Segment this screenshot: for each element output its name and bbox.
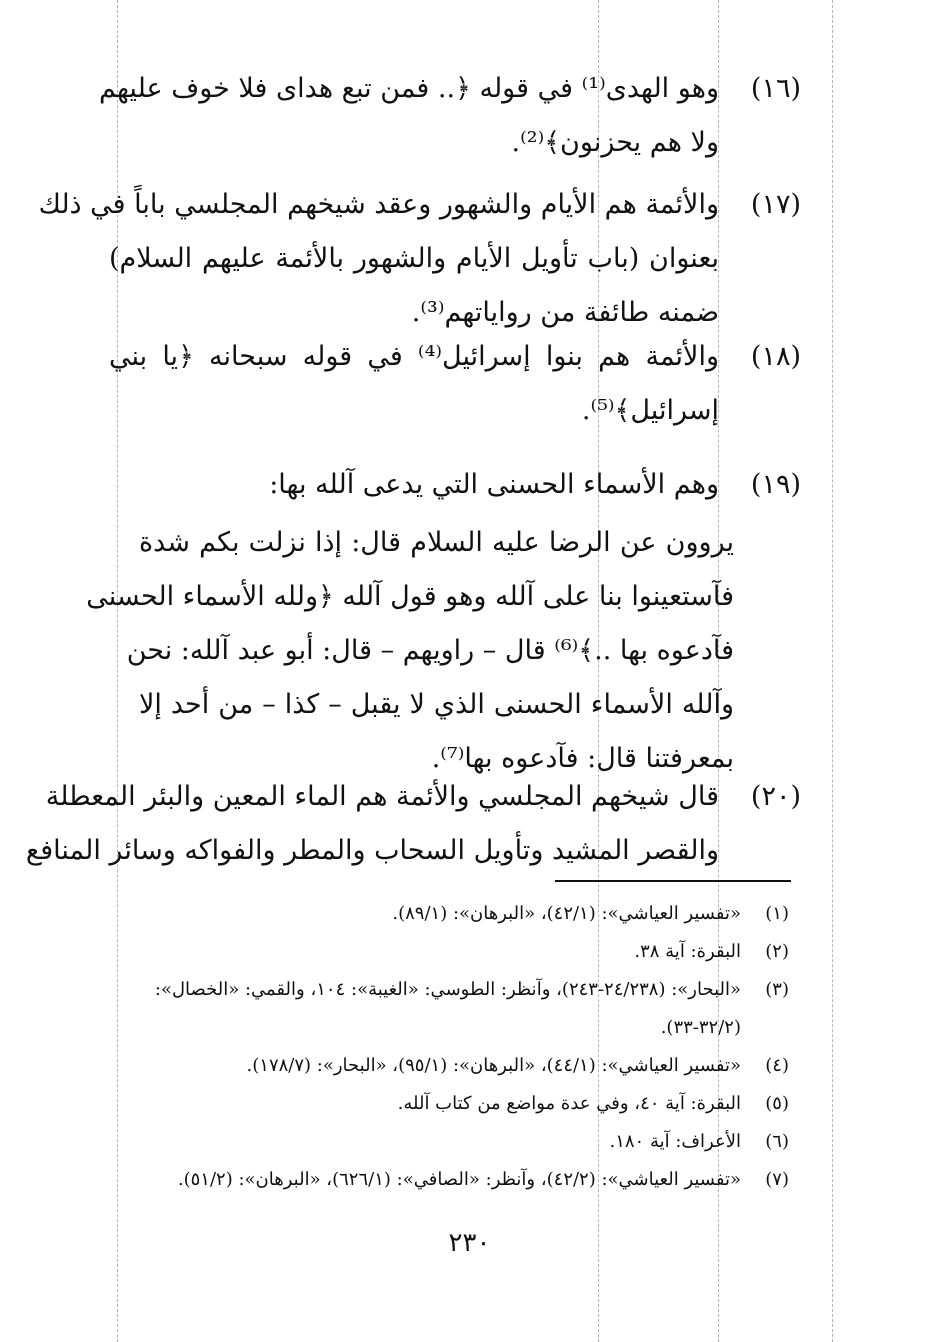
footnote-number: (٣) [765,979,789,1000]
line-text: وهو الهدى⁽¹⁾ في قوله ﴿.. فمن تبع هداى فلا خوف عليهم [99,73,719,104]
footnote-text: «تفسير العياشي»: (٤٢/١)، «البرهان»: (٨٩/١). [392,903,741,924]
line-text: وهم الأسماء الحسنى التي يدعى آلله بها: [269,469,719,500]
footnote [99,1161,789,1199]
footnote [99,1123,789,1161]
footnote-number: (٥) [765,1093,789,1114]
paragraph-17 [38,178,801,340]
paragraph-20 [25,770,801,878]
text-line: يروون عن الرضا عليه السلام قال: إذا نزلت بكم شدة [139,527,734,558]
paragraph-number: (١٩) [750,469,801,500]
text-line: بعنوان (باب تأويل الأيام والشهور بالأئمة عليهم السلام) [109,243,719,274]
footnote-text: «تفسير العياشي»: (٤٤/١)، «البرهان»: (٩٥/١)، «البحار»: (١٧٨/٧). [246,1055,741,1076]
paragraph-16 [99,62,801,170]
line-text: قال شيخهم المجلسي والأئمة هم الماء المعين والبئر المعطلة [45,781,719,812]
paragraph-number: (١٨) [750,341,801,372]
paragraph-18 [109,330,799,438]
footnote-number: (٧) [765,1169,789,1190]
footnote-text: الأعراف: آية ١٨٠. [609,1131,741,1152]
line-text: والأئمة هم الأيام والشهور وعقد شيخهم المجلسي باباً في ذلك [38,189,719,220]
footnote-separator [555,880,791,882]
footnote [99,1047,789,1085]
footnote-text: البقرة: آية ٣٨. [634,941,741,962]
text-line [109,458,799,512]
paragraph-number: (٢٠) [750,781,801,812]
footnotes [99,895,789,1199]
footnote-number: (٢) [765,941,789,962]
text-line: بمعرفتنا قال: فآدعوه بها⁽⁷⁾. [431,743,734,774]
text-line: فآدعوه بها ..﴾⁽⁶⁾ قال – راويهم – قال: أبو عبد آلله: نحن [126,635,734,666]
footnote-number: (٤) [765,1055,789,1076]
footnote-text: البقرة: آية ٤٠، وفي عدة مواضع من كتاب آلله. [397,1093,741,1114]
text-line: ضمنه طائفة من رواياتهم⁽³⁾. [411,297,719,328]
text-line: فآستعينوا بنا على آلله وهو قول آلله ﴿ولله الأسماء الحسنى [86,581,734,612]
footnote [99,933,789,971]
footnote [99,1085,789,1123]
text-line: والقصر المشيد وتأويل السحاب والمطر والفواكه وسائر المنافع [25,835,719,866]
text-line [99,62,801,116]
text-line: وآلله الأسماء الحسنى الذي لا يقبل – كذا – من أحد إلا [139,689,734,720]
paragraph-number: (١٧) [750,189,801,220]
footnote [99,971,789,1047]
narration-block [86,516,734,786]
footnote-text: «البحار»: (٢٤/٢٣٨-٢٤٣)، وآنظر: الطوسي: «الغيبة»: ١٠٤، والقمي: «الخصال»: (٣٢/٢-٣٣). [154,979,741,1038]
page-number: ٢٣٠ [448,1228,491,1258]
line-text: والأئمة هم بنوا إسرائيل⁽⁴⁾ في قوله سبحانه ﴿يا بني [109,341,720,372]
text-line [45,770,801,824]
footnote-number: (٦) [765,1131,789,1152]
footnote [99,895,789,933]
text-line [38,178,801,232]
footnote-text: «تفسير العياشي»: (٤٢/٢)، وآنظر: «الصافي»: (٦٢٦/١)، «البرهان»: (٥١/٢). [177,1169,741,1190]
text-line: إسرائيل﴾⁽⁵⁾. [581,395,719,426]
paragraph-number: (١٦) [750,73,801,104]
paragraph-19 [109,458,799,512]
text-line [109,330,799,384]
footnote-number: (١) [765,903,789,924]
text-line: ولا هم يحزنون﴾⁽²⁾. [511,127,719,158]
